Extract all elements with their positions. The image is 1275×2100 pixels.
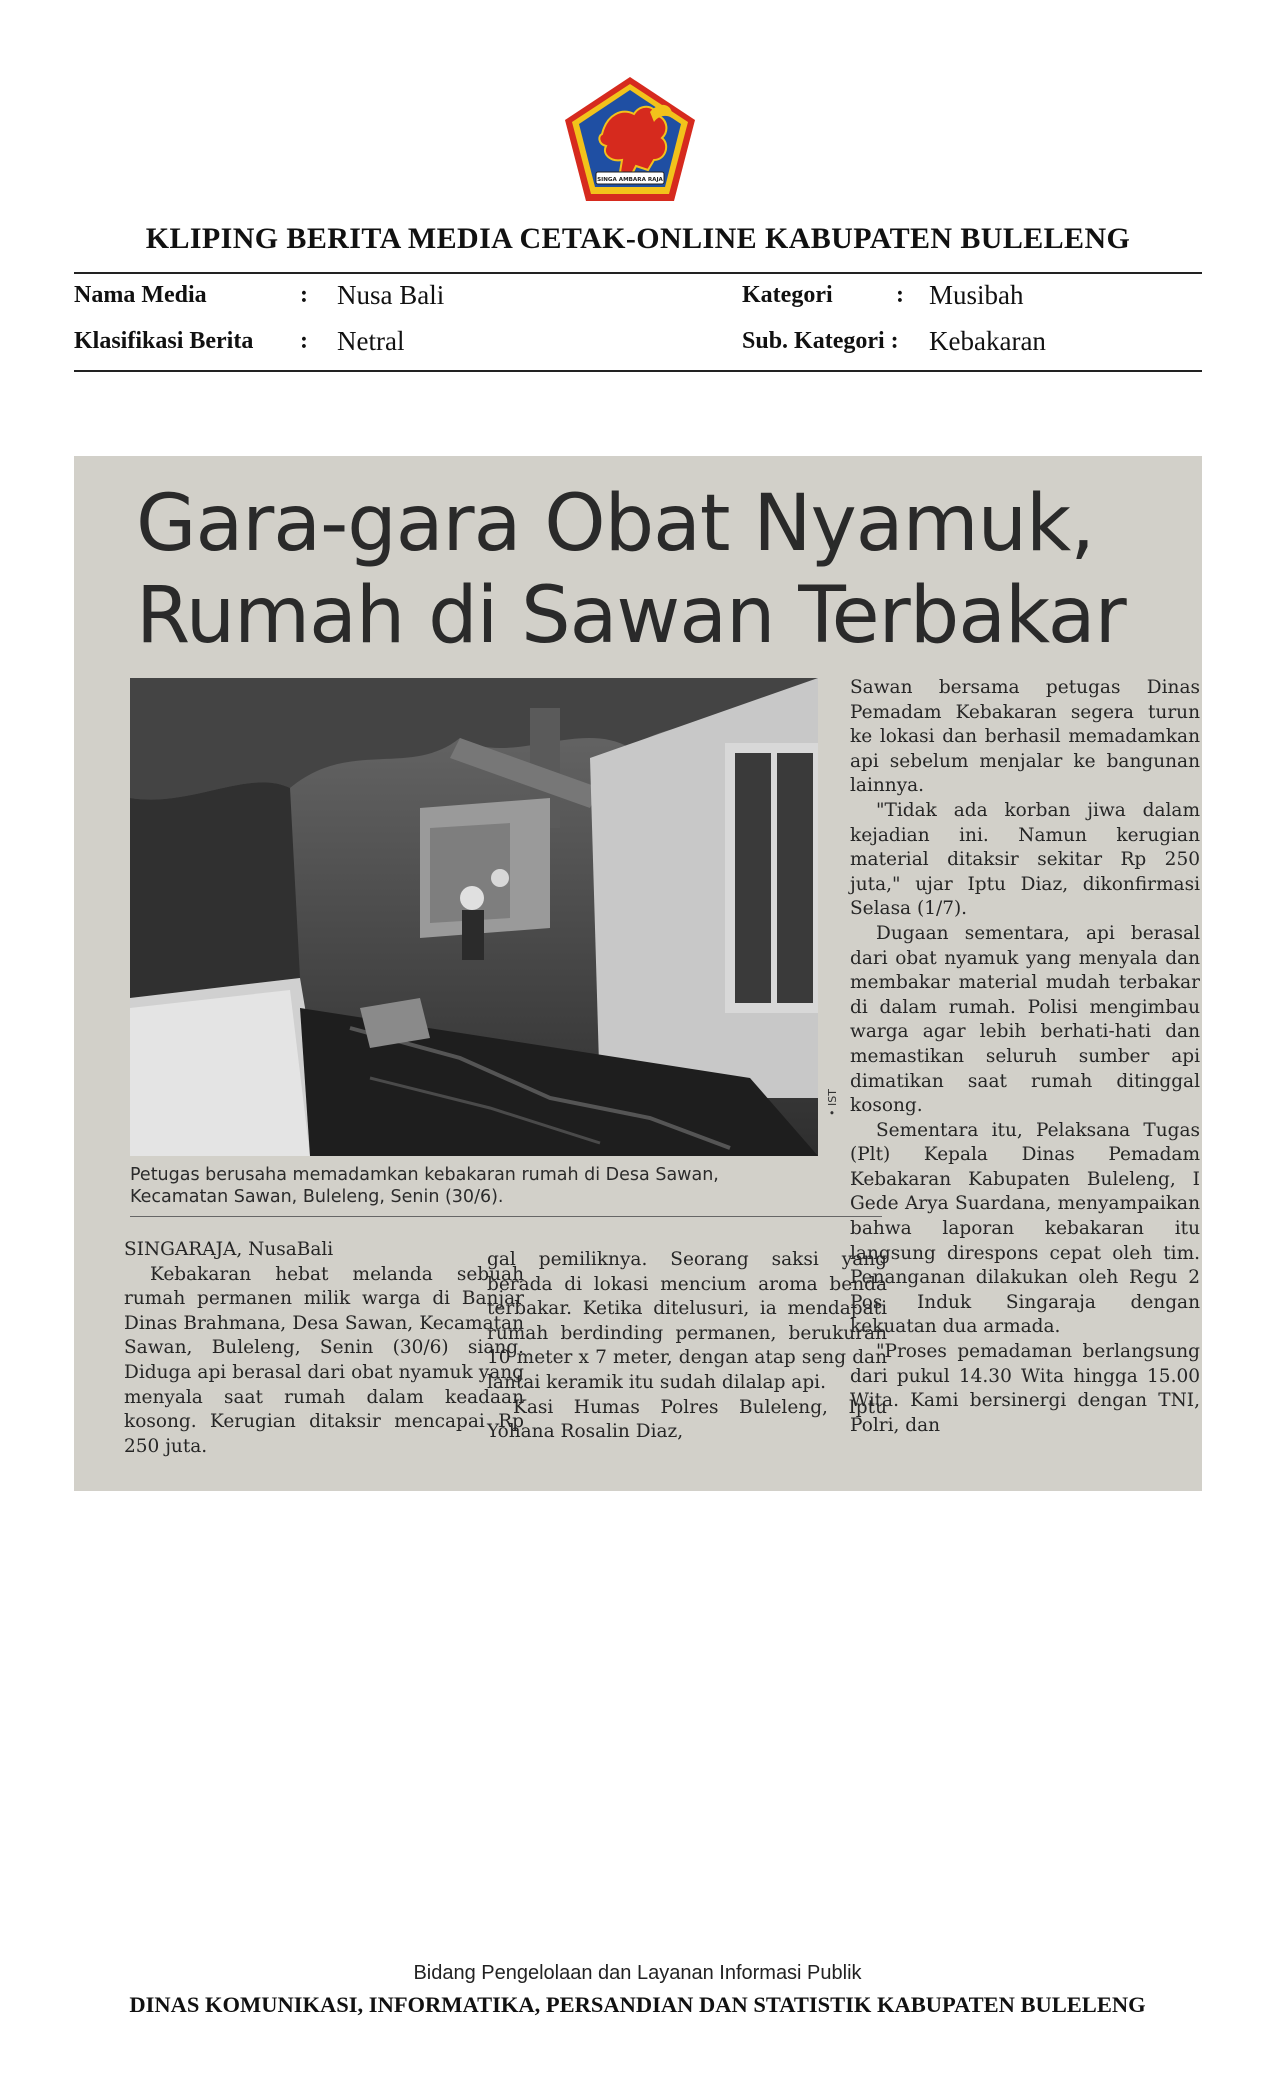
header-bottom-rule	[74, 370, 1202, 372]
nama-media-label: Nama Media	[74, 282, 207, 308]
article-column-3	[850, 676, 1200, 1438]
header-top-rule	[74, 272, 1202, 274]
klasifikasi-berita-label: Klasifikasi Berita	[74, 328, 254, 354]
logo-motto: SINGA AMBARA RAJA	[597, 177, 663, 183]
article-photo	[130, 678, 818, 1156]
buleleng-crest-logo	[562, 74, 698, 204]
klasifikasi-berita-value: Netral	[337, 326, 405, 356]
article-column-2	[487, 1248, 887, 1445]
article-paragraph: "Proses pemadaman berlangsung dari pukul 14.30 Wita hingga 15.00 Wita. Kami bersinergi dengan TNI, Polri, dan	[850, 1341, 1200, 1436]
footer-agency: DINAS KOMUNIKASI, INFORMATIKA, PERSANDIAN DAN STATISTIK KABUPATEN BULELENG	[129, 1992, 1146, 2017]
headline-line-2: Rumah di Sawan Terbakar	[136, 571, 1126, 661]
kategori-colon: :	[896, 282, 904, 308]
sub-kategori-value: Kebakaran	[929, 326, 1046, 356]
photo-credit: • IST	[826, 1089, 839, 1116]
footer-division: Bidang Pengelolaan dan Layanan Informasi Publik	[413, 1962, 862, 1984]
article-paragraph: "Tidak ada korban jiwa dalam kejadian ini. Namun kerugian material ditaksir sekitar Rp 250 juta," ujar Iptu Diaz, dikonfirmasi Selasa (1/7).	[850, 799, 1200, 920]
article-paragraph: Sawan bersama petugas Dinas Pemadam Kebakaran segera turun ke lokasi dan berhasil memadamkan api sebelum menjalar ke bangunan lainnya.	[850, 677, 1200, 797]
headline-line-1: Gara-gara Obat Nyamuk,	[136, 479, 1094, 569]
newspaper-clipping	[74, 456, 1202, 1491]
nama-media-value: Nusa Bali	[337, 280, 445, 310]
article-paragraph: Dugaan sementara, api berasal dari obat nyamuk yang menyala dan membakar material mudah terbakar di dalam rumah. Polisi mengimbau warga agar lebih berhati-hati dan memastikan seluruh sumber api dimatikan saat rumah ditinggal kosong.	[850, 922, 1200, 1117]
article-paragraph: Kebakaran hebat melanda sebuah rumah permanen milik warga di Banjar Dinas Brahmana, Desa Sawan, Kecamatan Sawan, Buleleng, Senin (30/6) siang. Diduga api berasal dari obat nyamuk yang menyala saat rumah dalam keadaan kosong. Kerugian ditaksir mencapai Rp 250 juta.	[124, 1263, 524, 1457]
article-column-1	[124, 1238, 524, 1459]
sub-kategori-label: Sub. Kategori :	[742, 328, 899, 354]
kategori-label: Kategori	[742, 282, 833, 308]
article-paragraph: Kasi Humas Polres Buleleng, Iptu Yohana Rosalin Diaz,	[487, 1396, 887, 1443]
article-paragraph: Sementara itu, Pelaksana Tugas (Plt) Kepala Dinas Pemadam Kebakaran Kabupaten Buleleng, I Gede Arya Suardana, menyampaikan bahwa laporan kebakaran itu langsung direspons cepat oleh tim. Penanganan dilakukan oleh Regu 2 Pos Induk Singaraja dengan kekuatan dua armada.	[850, 1119, 1200, 1338]
klasifikasi-berita-colon: :	[300, 328, 308, 354]
document-title: KLIPING BERITA MEDIA CETAK-ONLINE KABUPATEN BULELENG	[145, 222, 1131, 255]
article-headline	[136, 478, 1176, 662]
nama-media-colon: :	[300, 282, 308, 308]
photo-caption: Petugas berusaha memadamkan kebakaran rumah di Desa Sawan, Kecamatan Sawan, Buleleng, Senin (30/6).	[130, 1165, 719, 1207]
article-paragraph: gal pemiliknya. Seorang saksi yang berada di lokasi mencium aroma benda terbakar. Ketika ditelusuri, ia mendapati rumah berdinding permanen, berukuran 10 meter x 7 meter, dengan atap seng dan lantai keramik itu sudah dilalap api.	[487, 1249, 887, 1393]
article-dateline: SINGARAJA, NusaBali	[124, 1239, 334, 1260]
caption-divider	[130, 1216, 882, 1217]
kategori-value: Musibah	[929, 280, 1024, 310]
